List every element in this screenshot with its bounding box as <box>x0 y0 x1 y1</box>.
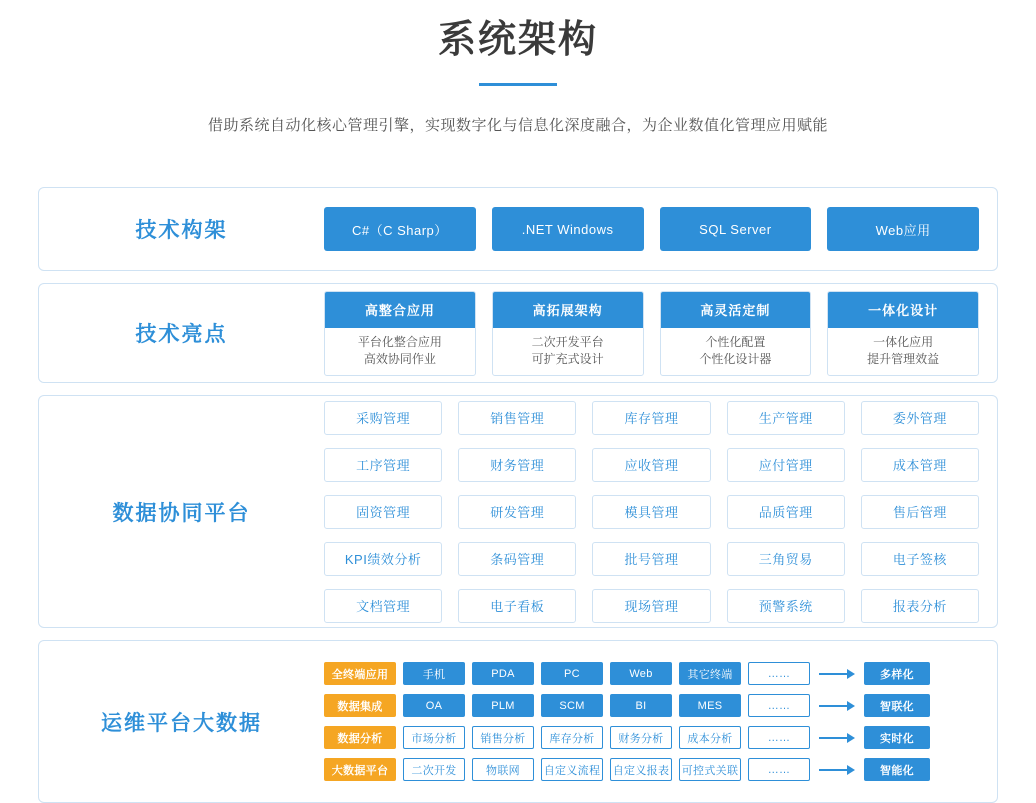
bigdata-row-outcome[interactable]: 智能化 <box>864 758 930 781</box>
bigdata-cell[interactable]: 可控式关联 <box>679 758 741 781</box>
bigdata-cell-ellipsis[interactable]: …… <box>748 694 810 717</box>
bigdata-cell[interactable]: MES <box>679 694 741 717</box>
module-chip[interactable]: 批号管理 <box>592 542 710 576</box>
bigdata-row <box>324 694 979 717</box>
highlight-column[interactable] <box>324 291 476 376</box>
bigdata-cell[interactable]: OA <box>403 694 465 717</box>
highlight-lines <box>661 328 811 375</box>
tech-chip[interactable]: Web应用 <box>827 207 979 251</box>
bigdata-cell[interactable]: SCM <box>541 694 603 717</box>
section-tech-highlights-label: 技术亮点 <box>135 323 228 347</box>
bigdata-cell[interactable]: 财务分析 <box>610 726 672 749</box>
bigdata-row <box>324 662 979 685</box>
page-subtitle: 借助系统自动化核心管理引擎，实现数字化与信息化深度融合，为企业数值化管理应用赋能 <box>207 117 828 135</box>
highlight-line: 个性化配置 <box>705 334 766 349</box>
bigdata-row <box>324 726 979 749</box>
arrow-right-icon <box>817 732 857 744</box>
highlight-line: 二次开发平台 <box>531 334 604 349</box>
section-bigdata-ops-label: 运维平台大数据 <box>101 711 262 735</box>
section-data-platform-body <box>324 385 997 639</box>
module-chip[interactable]: 销售管理 <box>458 401 576 435</box>
arrow-right-icon <box>817 700 857 712</box>
bigdata-cell[interactable]: PC <box>541 662 603 685</box>
module-chip[interactable]: 成本管理 <box>861 448 979 482</box>
module-chip[interactable]: 工序管理 <box>324 448 442 482</box>
tech-chip[interactable]: .NET Windows <box>492 207 644 251</box>
highlight-line: 可扩充式设计 <box>531 351 604 366</box>
page-title: 系统架构 <box>437 19 598 61</box>
highlight-title: 高灵活定制 <box>661 292 811 328</box>
tech-chip[interactable]: SQL Server <box>660 207 812 251</box>
module-chip[interactable]: 电子签核 <box>861 542 979 576</box>
bigdata-cell-ellipsis[interactable]: …… <box>748 726 810 749</box>
module-chip[interactable]: 委外管理 <box>861 401 979 435</box>
highlight-line: 个性化设计器 <box>699 351 772 366</box>
bigdata-cell[interactable]: 库存分析 <box>541 726 603 749</box>
bigdata-cell[interactable]: 销售分析 <box>472 726 534 749</box>
bigdata-cell[interactable]: 手机 <box>403 662 465 685</box>
section-tech-framework-label: 技术构架 <box>135 219 228 243</box>
bigdata-row-lead[interactable]: 大数据平台 <box>324 758 396 781</box>
bigdata-cell[interactable]: 成本分析 <box>679 726 741 749</box>
module-chip[interactable]: 品质管理 <box>727 495 845 529</box>
section-tech-framework <box>38 187 998 271</box>
module-grid <box>324 401 979 623</box>
bigdata-cell-ellipsis[interactable]: …… <box>748 662 810 685</box>
bigdata-cell[interactable]: Web <box>610 662 672 685</box>
arrow-right-icon <box>817 668 857 680</box>
module-chip[interactable]: 文档管理 <box>324 589 442 623</box>
bigdata-cell[interactable]: 二次开发 <box>403 758 465 781</box>
module-chip[interactable]: KPI绩效分析 <box>324 542 442 576</box>
highlight-title: 高拓展架构 <box>493 292 643 328</box>
bigdata-cell[interactable]: 其它终端 <box>679 662 741 685</box>
highlight-lines <box>493 328 643 375</box>
highlight-line: 高效协同作业 <box>363 351 436 366</box>
module-chip[interactable]: 研发管理 <box>458 495 576 529</box>
highlight-line: 平台化整合应用 <box>357 334 442 349</box>
module-chip[interactable]: 三角贸易 <box>727 542 845 576</box>
module-chip[interactable]: 报表分析 <box>861 589 979 623</box>
highlight-line: 一体化应用 <box>873 334 934 349</box>
highlight-title: 高整合应用 <box>325 292 475 328</box>
highlight-lines <box>325 328 475 375</box>
tech-chip[interactable]: C#（C Sharp） <box>324 207 476 251</box>
bigdata-cell-ellipsis[interactable]: …… <box>748 758 810 781</box>
module-chip[interactable]: 应付管理 <box>727 448 845 482</box>
module-chip[interactable]: 固资管理 <box>324 495 442 529</box>
bigdata-cell[interactable]: 物联网 <box>472 758 534 781</box>
section-tech-highlights <box>38 283 998 383</box>
section-data-platform <box>38 395 998 628</box>
arrow-right-icon <box>817 764 857 776</box>
bigdata-cell[interactable]: PLM <box>472 694 534 717</box>
highlight-title: 一体化设计 <box>828 292 978 328</box>
bigdata-row-outcome[interactable]: 多样化 <box>864 662 930 685</box>
bigdata-row-lead[interactable]: 数据分析 <box>324 726 396 749</box>
bigdata-cell[interactable]: 自定义报表 <box>610 758 672 781</box>
tech-chip-row <box>324 207 979 251</box>
section-tech-highlights-body <box>324 275 997 392</box>
module-chip[interactable]: 库存管理 <box>592 401 710 435</box>
module-chip[interactable]: 条码管理 <box>458 542 576 576</box>
bigdata-row-outcome[interactable]: 实时化 <box>864 726 930 749</box>
section-data-platform-label: 数据协同平台 <box>112 501 251 525</box>
bigdata-cell[interactable]: BI <box>610 694 672 717</box>
highlight-column[interactable] <box>492 291 644 376</box>
module-chip[interactable]: 售后管理 <box>861 495 979 529</box>
highlight-column[interactable] <box>660 291 812 376</box>
bigdata-cell[interactable]: 市场分析 <box>403 726 465 749</box>
module-chip[interactable]: 应收管理 <box>592 448 710 482</box>
highlight-column[interactable] <box>827 291 979 376</box>
module-chip[interactable]: 电子看板 <box>458 589 576 623</box>
module-chip[interactable]: 财务管理 <box>458 448 576 482</box>
bigdata-cell[interactable]: 自定义流程 <box>541 758 603 781</box>
highlight-lines <box>828 328 978 375</box>
module-chip[interactable]: 现场管理 <box>592 589 710 623</box>
highlight-line: 提升管理效益 <box>867 351 940 366</box>
highlight-column-row <box>324 291 979 376</box>
module-chip[interactable]: 模具管理 <box>592 495 710 529</box>
bigdata-cell[interactable]: PDA <box>472 662 534 685</box>
section-bigdata-ops <box>38 640 998 803</box>
section-tech-framework-body <box>324 191 997 267</box>
bigdata-row-lead[interactable]: 全终端应用 <box>324 662 396 685</box>
bigdata-row-lead[interactable]: 数据集成 <box>324 694 396 717</box>
title-underline <box>479 83 557 86</box>
bigdata-row-outcome[interactable]: 智联化 <box>864 694 930 717</box>
module-chip[interactable]: 生产管理 <box>727 401 845 435</box>
bigdata-table <box>324 662 979 781</box>
module-chip[interactable]: 预警系统 <box>727 589 845 623</box>
section-bigdata-ops-body <box>324 646 997 797</box>
module-chip[interactable]: 采购管理 <box>324 401 442 435</box>
